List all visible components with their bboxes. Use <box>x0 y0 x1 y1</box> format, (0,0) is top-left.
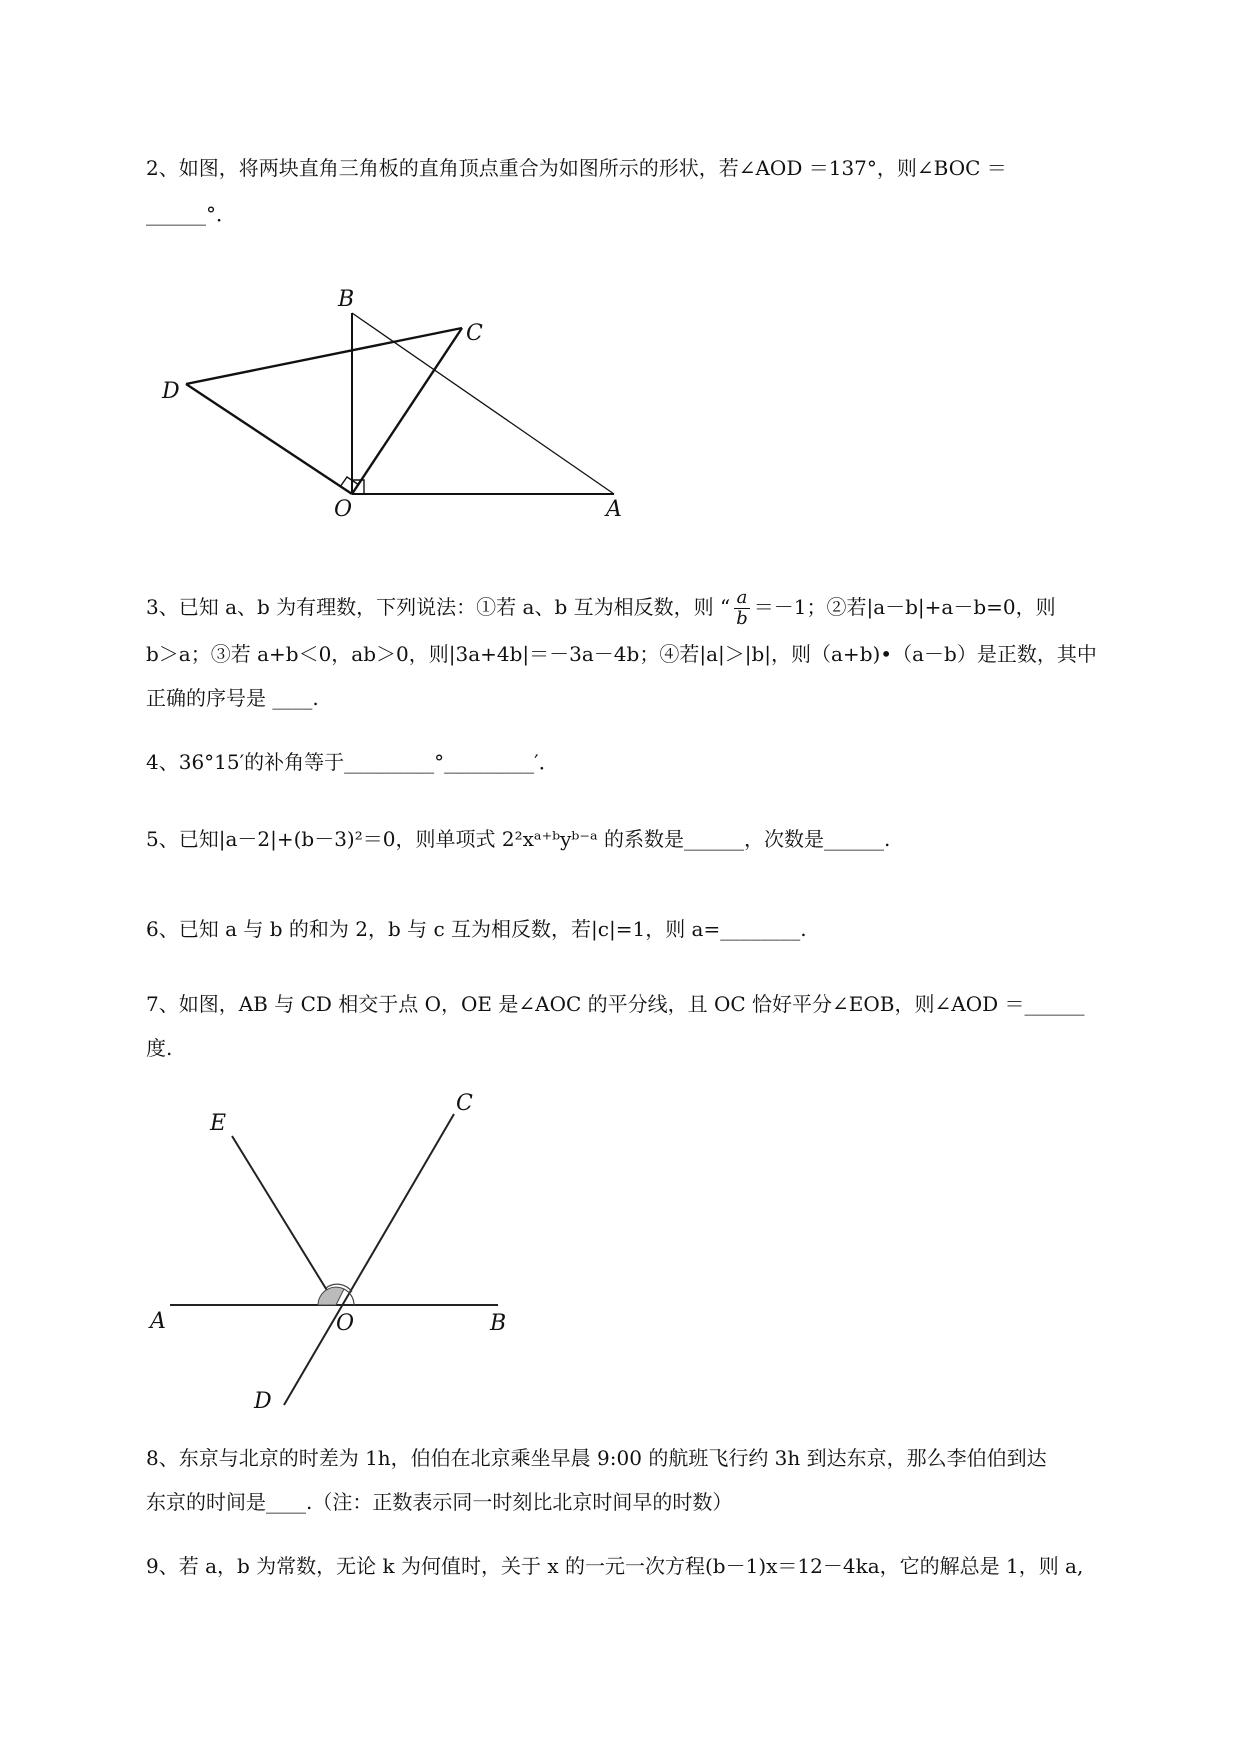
segment-OC <box>352 328 462 494</box>
fraction-denominator: b <box>736 608 748 629</box>
q7-line1: 7、如图，AB 与 CD 相交于点 O，OE 是∠AOC 的平分线，且 OC 恰好平分∠EOB，则∠AOD ＝______ <box>146 992 1085 1016</box>
ray-OE <box>232 1136 336 1305</box>
q7-line2: 度. <box>146 1036 173 1060</box>
label-A: A <box>606 497 622 522</box>
q8-line2: 东京的时间是____.（注：正数表示同一时刻比北京时间早的时数） <box>146 1490 733 1514</box>
angle-mark <box>318 1287 344 1305</box>
angle-mark <box>344 1289 354 1305</box>
q3-line1-post: ＝－1；②若|a－b|+a－b=0，则 <box>753 595 1056 619</box>
label-C: C <box>466 321 483 346</box>
label-D: D <box>254 1389 272 1414</box>
q6-text: 6、已知 a 与 b 的和为 2，b 与 c 互为相反数，若|c|=1，则 a=________. <box>146 917 807 941</box>
fraction-numerator: a <box>734 588 750 609</box>
q3-line2: b＞a；③若 a+b＜0，ab＞0，则|3a+4b|＝－3a－4b；④若|a|＞|b|，则（a+b)•（a－b）是正数，其中 <box>146 642 1097 666</box>
q9-text: 9、若 a，b 为常数，无论 k 为何值时，关于 x 的一元一次方程(b－1)x＝12－4ka，它的解总是 1，则 a, <box>146 1554 1084 1578</box>
label-O: O <box>336 1311 355 1336</box>
label-D: D <box>162 379 180 404</box>
label-A: A <box>150 1309 166 1334</box>
q2-line2: ______°． <box>146 202 236 226</box>
label-C: C <box>456 1091 473 1116</box>
label-B: B <box>490 1311 507 1336</box>
q8-line1: 8、东京与北京的时差为 1h，伯伯在北京乘坐早晨 9:00 的航班飞行约 3h 到达东京，那么李伯伯到达 <box>146 1446 1047 1470</box>
q3-line1 <box>146 588 1056 629</box>
q3-line1-pre: 3、已知 a、b 为有理数，下列说法：①若 a、b 互为相反数，则 “ <box>146 595 731 619</box>
right-angle-mark-DOC <box>340 477 359 487</box>
fraction-a-over-b <box>734 588 750 629</box>
q5-text: 5、已知|a－2|+(b－3)²＝0，则单项式 2²xᵃ⁺ᵇyᵇ⁻ᵃ 的系数是______，次数是______. <box>146 827 891 851</box>
q7-figure <box>140 1080 540 1420</box>
segment-DC <box>186 328 462 384</box>
line-CD <box>284 1114 454 1405</box>
segment-DO <box>186 384 352 494</box>
label-E: E <box>210 1111 227 1136</box>
q2-line1: 2、如图，将两块直角三角板的直角顶点重合为如图所示的形状，若∠AOD ＝137°，则∠BOC ＝ <box>146 156 1007 180</box>
q4-text: 4、36°15′的补角等于_________°_________′． <box>146 750 559 774</box>
q2-figure <box>150 280 630 530</box>
label-B: B <box>338 287 355 312</box>
label-O: O <box>334 497 353 522</box>
q3-line3: 正确的序号是 ____. <box>146 686 319 710</box>
segment-BA <box>352 313 614 494</box>
